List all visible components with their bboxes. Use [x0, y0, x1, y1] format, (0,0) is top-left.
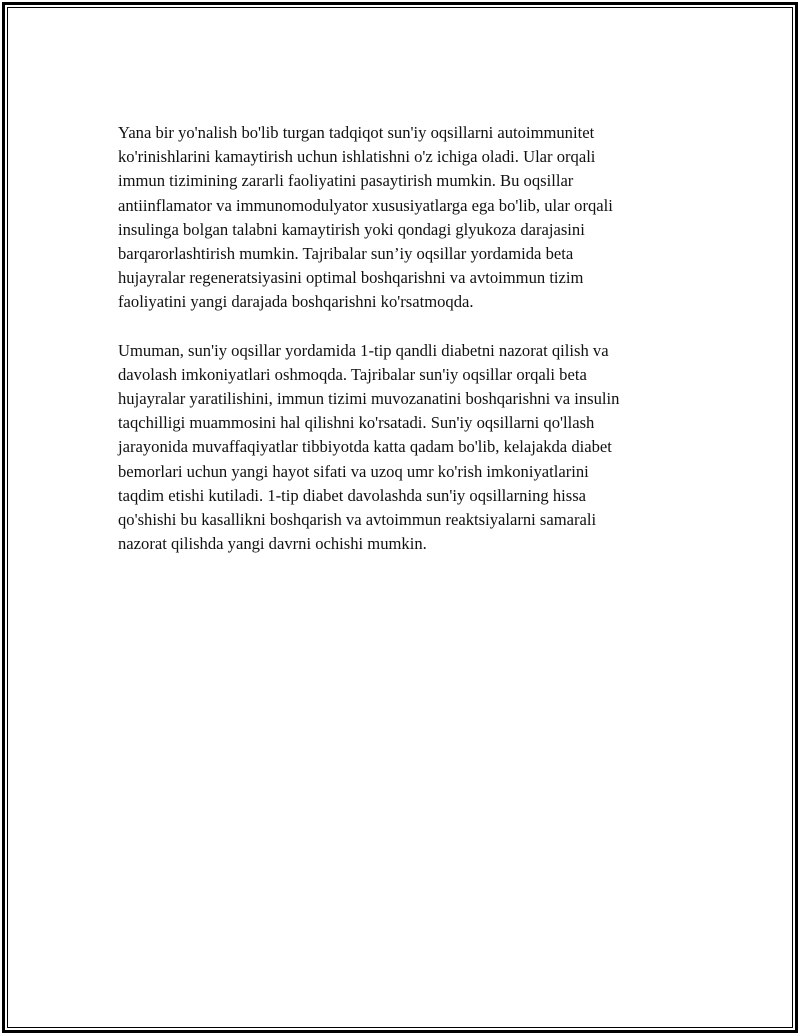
text-line: taqdim etishi kutiladi. 1-tip diabet davolashda sun'iy oqsillarning hissa — [118, 485, 587, 505]
text-line: hujayralar yaratilishini, immun tizimi muvozanatini boshqarishni va insulin — [118, 389, 620, 409]
text-line: davolash imkoniyatlari oshmoqda. Tajribalar sun'iy oqsillar orqali beta — [118, 364, 587, 384]
text-line: nazorat qilishda yangi davrni ochishi mumkin. — [118, 534, 427, 554]
text-line: immun tizimining zararli faoliyatini pasaytirish mumkin. Bu oqsillar — [118, 171, 574, 191]
document-body — [118, 121, 698, 580]
text-line: taqchilligi muammosini hal qilishni ko'rsatadi. Sun'iy oqsillarni qo'llash — [118, 413, 595, 433]
paragraph-2 — [118, 339, 698, 557]
paragraph-1 — [118, 121, 698, 315]
text-line: ko'rinishlarini kamaytirish uchun ishlatishni o'z ichiga oladi. Ular orqali — [118, 147, 596, 167]
text-line: jarayonida muvaffaqiyatlar tibbiyotda katta qadam bo'lib, kelajakda diabet — [118, 437, 612, 457]
text-line: faoliyatini yangi darajada boshqarishni ko'rsatmoqda. — [118, 292, 474, 312]
text-line: Yana bir yo'nalish bo'lib turgan tadqiqot sun'iy oqsillarni autoimmunitet — [118, 123, 595, 142]
text-line: insulinga bolgan talabni kamaytirish yoki qondagi glyukoza darajasini — [118, 219, 585, 239]
text-line: bemorlari uchun yangi hayot sifati va uzoq umr ko'rish imkoniyatlarini — [118, 461, 589, 481]
text-line: antiinflamator va immunomodulyator xususiyatlarga ega bo'lib, ular orqali — [118, 195, 613, 215]
text-line: Umuman, sun'iy oqsillar yordamida 1-tip qandli diabetni nazorat qilish va — [118, 340, 609, 360]
text-line: barqarorlashtirish mumkin. Tajribalar sun’iy oqsillar yordamida beta — [118, 244, 574, 264]
document-page — [2, 2, 798, 1033]
text-line: hujayralar regeneratsiyasini optimal boshqarishni va avtoimmun tizim — [118, 268, 584, 288]
text-line: qo'shishi bu kasallikni boshqarish va avtoimmun reaktsiyalarni samarali — [118, 510, 597, 530]
